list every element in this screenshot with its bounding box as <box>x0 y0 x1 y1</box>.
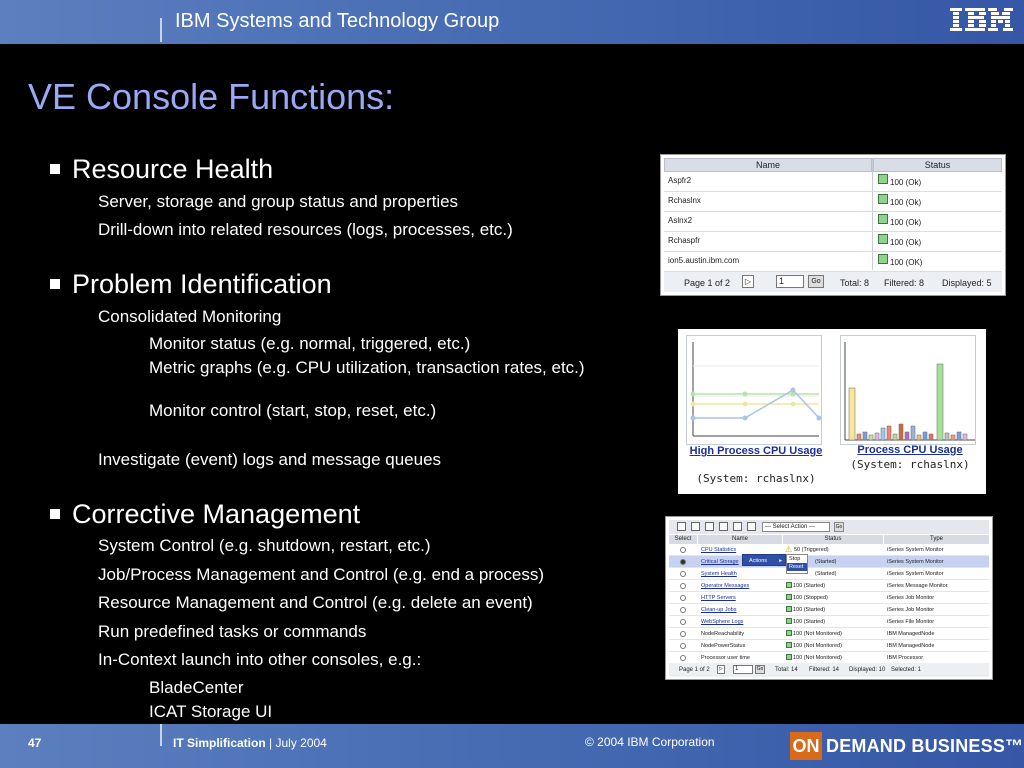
status-ok-icon <box>786 642 792 648</box>
table-row <box>664 212 1002 232</box>
sub-item-monitor-control: Monitor control (start, stop, reset, etc.) <box>149 401 437 420</box>
row-status: 100 (OK) <box>890 258 923 267</box>
sub-item-metric-graphs: Metric graphs (e.g. CPU utilization, transaction rates, etc.) <box>149 358 585 377</box>
column-header-select: Select <box>669 535 697 544</box>
total-count: Total: 8 <box>840 278 870 288</box>
filter-icon[interactable] <box>719 522 728 531</box>
row-radio[interactable] <box>680 655 686 661</box>
actions-menu-item[interactable] <box>742 554 786 566</box>
footer-date: July 2004 <box>275 736 327 750</box>
table-row[interactable] <box>669 604 989 616</box>
status-ok-icon <box>878 174 888 184</box>
next-page-arrow-icon[interactable]: ▷ <box>742 275 754 288</box>
row-radio[interactable] <box>680 595 686 601</box>
row-name: Aslnx2 <box>668 216 693 225</box>
row-name: Processor user time <box>701 655 750 661</box>
header-bar <box>0 0 1024 44</box>
table-row <box>664 192 1002 212</box>
edit-icon[interactable] <box>705 522 714 531</box>
row-type: IBM ManagedNode <box>887 643 935 649</box>
stop-menu-item[interactable]: Stop <box>789 556 801 562</box>
next-page-arrow-icon[interactable]: ▷ <box>717 665 725 674</box>
page-input[interactable]: 1 <box>776 275 804 288</box>
table-toolbar <box>669 520 989 534</box>
submenu-arrow-icon: ▸ <box>779 558 782 564</box>
brand-demand-business: DEMAND BUSINESS™ <box>826 736 1024 756</box>
go-button[interactable]: Go <box>835 524 843 530</box>
status-ok-icon <box>786 582 792 588</box>
row-status: 100 (Ok) <box>890 198 922 207</box>
actions-label: Actions <box>749 558 768 564</box>
header-separator <box>160 18 162 42</box>
row-name: Aspfr2 <box>668 176 692 185</box>
copy-icon[interactable] <box>733 522 742 531</box>
sub-item-monitor-status: Monitor status (e.g. normal, triggered, etc.) <box>149 334 471 353</box>
displayed-count: Displayed: 5 <box>942 278 992 288</box>
column-header-status: Status <box>783 535 883 544</box>
status-ok-icon <box>786 618 792 624</box>
row-status: 50 (Triggered) <box>794 547 829 553</box>
row-status: (Started) <box>815 559 837 565</box>
row-name-link[interactable]: Operator Messages <box>701 583 750 589</box>
status-ok-icon <box>878 254 888 264</box>
column-header-name: Name <box>698 535 782 544</box>
row-name: NodeReachability <box>701 631 745 637</box>
row-status: 100 (Not Monitored) <box>793 655 842 661</box>
go-button[interactable]: Go <box>808 275 824 288</box>
row-type: iSeries Job Monitor <box>887 595 935 601</box>
actions-submenu <box>786 554 808 574</box>
bullet-square-icon <box>50 509 60 519</box>
footer-separator <box>160 724 162 746</box>
reset-menu-item[interactable]: Reset <box>787 563 807 571</box>
table-row[interactable] <box>669 640 989 652</box>
row-status: 100 (Not Monitored) <box>793 631 842 637</box>
filtered-count: Filtered: 14 <box>809 667 840 673</box>
page-input[interactable]: 1 <box>733 665 753 674</box>
column-header-type: Type <box>884 535 989 544</box>
ibm-logo <box>948 4 1016 36</box>
go-button[interactable]: Go <box>756 666 764 672</box>
row-type: iSeries System Monitor <box>887 571 944 577</box>
bullet-square-icon <box>50 279 60 289</box>
row-radio[interactable] <box>680 571 686 577</box>
item-consolidated-monitoring: Consolidated Monitoring <box>98 307 282 326</box>
sub-item-icat-storage: ICAT Storage UI <box>149 702 273 721</box>
heading-corrective-management: Corrective Management <box>72 499 361 529</box>
page-number: 47 <box>28 736 42 750</box>
bar-chart-graphic <box>841 336 977 446</box>
row-type: IBM Processor <box>887 655 924 661</box>
copyright: © 2004 IBM Corporation <box>585 735 715 749</box>
sub-item-bladecenter: BladeCenter <box>149 678 244 697</box>
row-type: iSeries System Monitor <box>887 559 944 565</box>
row-status: 100 (Ok) <box>890 178 922 187</box>
row-radio-checked[interactable] <box>680 559 686 565</box>
row-type: iSeries System Monitor <box>887 547 944 553</box>
item-predefined-tasks: Run predefined tasks or commands <box>98 622 367 641</box>
deselect-all-icon[interactable] <box>691 522 700 531</box>
table-row[interactable] <box>669 628 989 640</box>
slide-title: VE Console Functions: <box>28 76 395 117</box>
row-radio[interactable] <box>680 547 686 553</box>
item-resource-management: Resource Management and Control (e.g. delete an event) <box>98 593 533 612</box>
row-status: 100 (Started) <box>793 619 826 625</box>
bullet-square-icon <box>50 164 60 174</box>
table-row[interactable] <box>669 592 989 604</box>
health-table-screenshot <box>660 154 1006 296</box>
table-row <box>664 232 1002 252</box>
footer-topic <box>173 736 327 750</box>
row-status: 100 (Ok) <box>890 218 922 227</box>
total-count: Total: 14 <box>775 667 798 673</box>
process-cpu-subtitle: (System: rchaslnx) <box>850 458 970 471</box>
process-cpu-chart <box>840 335 976 445</box>
selected-count: Selected: 1 <box>891 667 922 673</box>
row-type: iSeries File Monitor <box>887 619 935 625</box>
row-radio[interactable] <box>680 619 686 625</box>
row-status: 100 (Started) <box>793 607 826 613</box>
item-server-status: Server, storage and group status and properties <box>98 192 459 211</box>
status-ok-icon <box>786 606 792 612</box>
item-system-control: System Control (e.g. shutdown, restart, etc.) <box>98 536 431 555</box>
row-status: 100 (Stopped) <box>793 595 828 601</box>
row-radio[interactable] <box>680 583 686 589</box>
status-ok-icon <box>878 234 888 244</box>
table-pager <box>669 663 989 677</box>
item-investigate-logs: Investigate (event) logs and message queues <box>98 450 442 469</box>
item-drill-down: Drill-down into related resources (logs, processes, etc.) <box>98 220 513 239</box>
topic-name: IT Simplification <box>173 736 266 750</box>
status-ok-icon <box>878 194 888 204</box>
row-name: ion5.austin.ibm.com <box>668 256 740 265</box>
row-name-link[interactable]: HTTP Servers <box>701 595 736 601</box>
row-status: 100 (Not Monitored) <box>793 643 842 649</box>
row-name: Rchaslnx <box>668 196 701 205</box>
process-cpu-link[interactable]: Process CPU Usage <box>857 444 963 456</box>
table-row[interactable] <box>669 544 989 556</box>
cpu-charts-screenshot <box>678 329 986 494</box>
row-type: iSeries Job Monitor <box>887 607 935 613</box>
select-all-icon[interactable] <box>677 522 686 531</box>
table-row <box>664 172 1002 192</box>
displayed-count: Displayed: 10 <box>849 667 886 673</box>
row-type: iSeries Message Monitor <box>887 583 948 589</box>
delete-icon[interactable] <box>747 522 756 531</box>
row-name-link[interactable]: System Health <box>701 571 737 577</box>
table-row <box>664 252 1002 272</box>
status-ok-icon <box>786 630 792 636</box>
row-status: 100 (Ok) <box>890 238 922 247</box>
warning-icon: ⚠ <box>785 545 793 554</box>
row-name-link[interactable]: CPU Statistics <box>701 547 737 553</box>
line-chart-graphic <box>687 336 823 446</box>
row-name: Rchaspfr <box>668 236 701 245</box>
row-name-link[interactable]: Critical Storage <box>701 559 739 565</box>
item-job-process: Job/Process Management and Control (e.g. end a process) <box>98 565 545 584</box>
high-process-cpu-chart <box>686 335 822 445</box>
select-action-dropdown[interactable]: --- Select Action --- <box>762 522 830 532</box>
status-ok-icon <box>786 594 792 600</box>
row-name: NodePowerStatus <box>701 643 746 649</box>
table-row-selected[interactable] <box>669 556 989 568</box>
column-header-name: Name <box>664 158 872 172</box>
brand-on: ON <box>790 732 822 760</box>
heading-problem-identification: Problem Identification <box>72 269 332 299</box>
filtered-count: Filtered: 8 <box>884 278 925 288</box>
row-name-link[interactable]: Clean-up Jobs <box>701 607 737 613</box>
row-status: 100 (Started) <box>793 583 826 589</box>
row-name-link[interactable]: WebSphere Logs <box>701 619 744 625</box>
table-pager <box>664 272 1002 292</box>
page-indicator: Page 1 of 2 <box>679 667 710 673</box>
monitor-table-screenshot <box>665 516 993 680</box>
table-row[interactable] <box>669 580 989 592</box>
row-radio[interactable] <box>680 631 686 637</box>
footer-bar <box>0 724 1024 768</box>
status-ok-icon <box>786 654 792 660</box>
page-indicator: Page 1 of 2 <box>684 278 731 288</box>
table-row[interactable] <box>669 568 989 580</box>
topic-separator: | <box>269 736 273 750</box>
row-type: IBM ManagedNode <box>887 631 935 637</box>
row-radio[interactable] <box>680 607 686 613</box>
heading-resource-health: Resource Health <box>72 154 274 184</box>
status-ok-icon <box>878 214 888 224</box>
row-radio[interactable] <box>680 643 686 649</box>
high-process-cpu-subtitle: (System: rchaslnx) <box>696 472 816 485</box>
table-row[interactable] <box>669 616 989 628</box>
item-in-context-launch: In-Context launch into other consoles, e.g.: <box>98 650 422 669</box>
row-status: (Started) <box>815 571 837 577</box>
group-name: IBM Systems and Technology Group <box>175 10 500 32</box>
high-process-cpu-link[interactable]: High Process CPU Usage <box>689 445 823 457</box>
column-header-status: Status <box>873 158 1002 172</box>
